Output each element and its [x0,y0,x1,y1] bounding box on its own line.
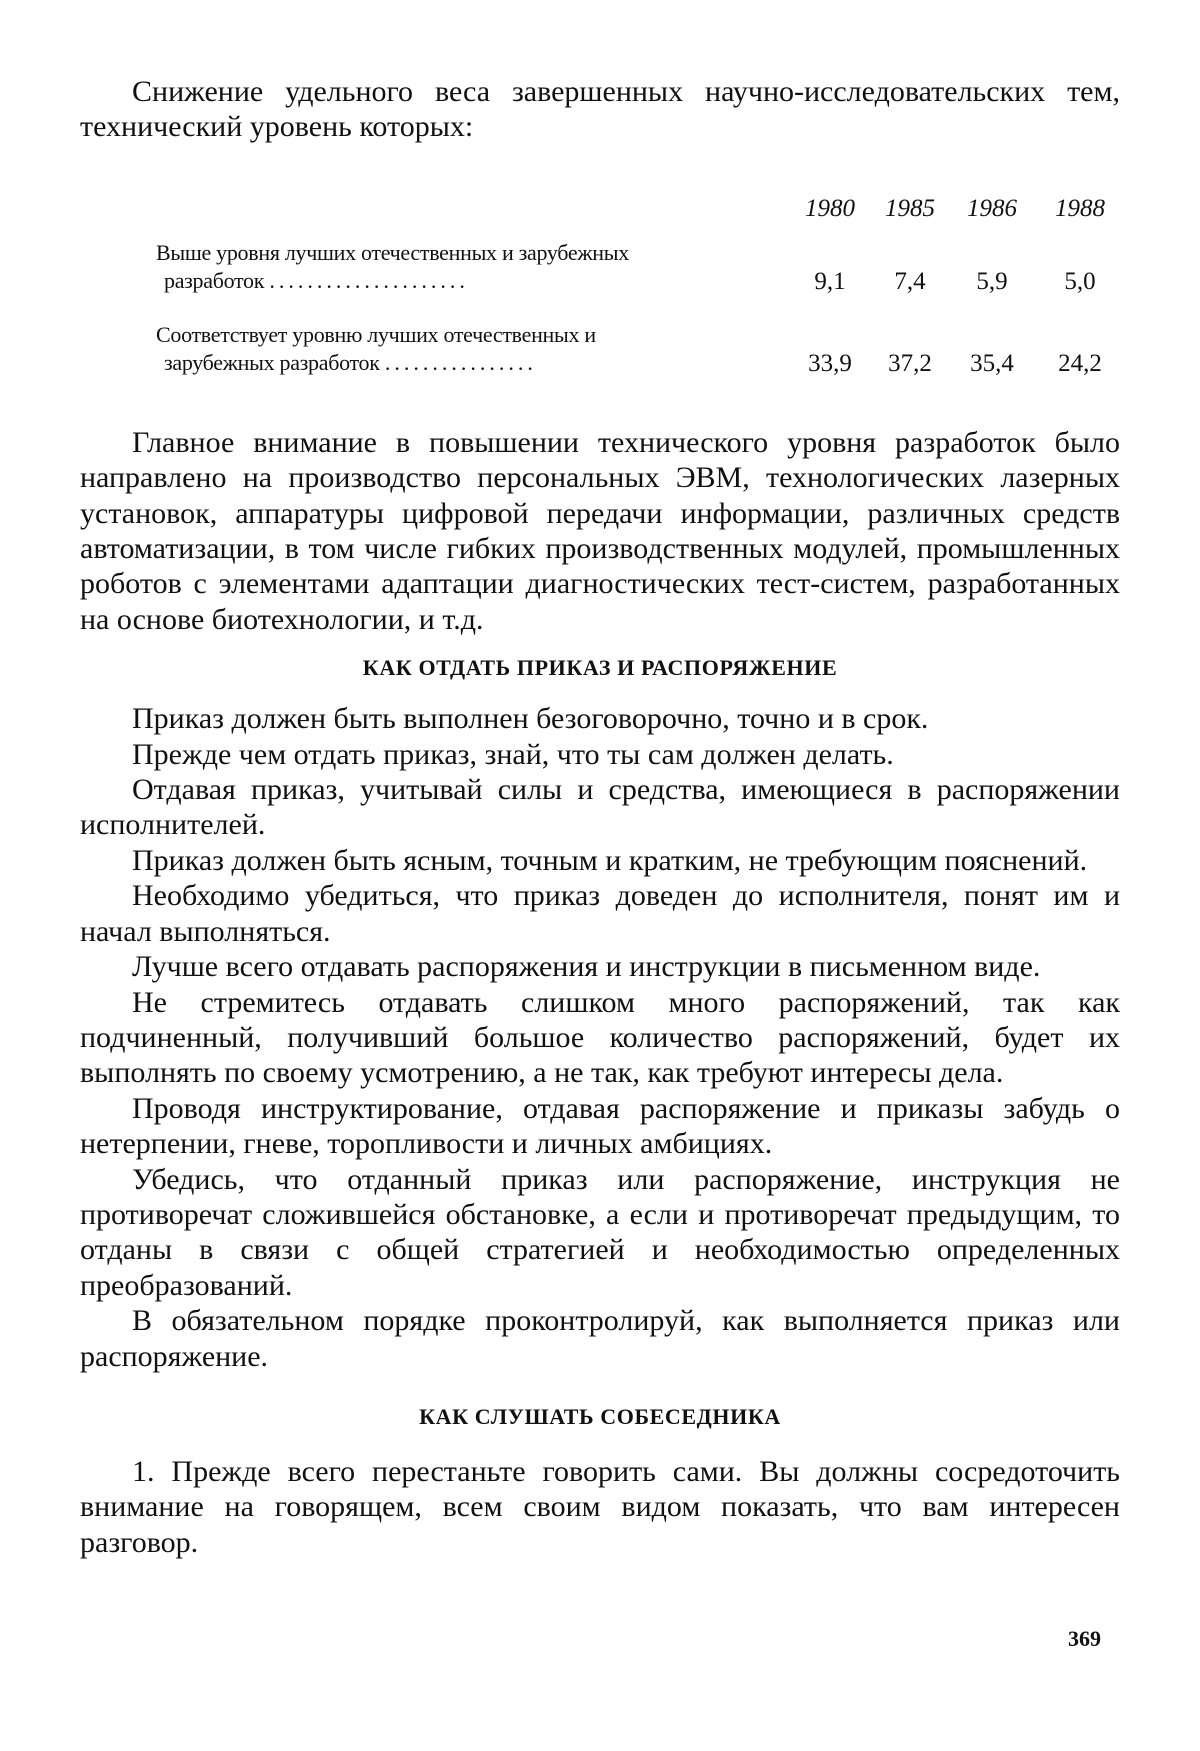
row-label-line2-text: разработок [164,267,265,293]
year-header-1986: 1986 [967,194,1017,222]
row-label-line1: Соответствует уровню лучших отечественных и [156,321,596,347]
table-cell: 24,2 [1058,349,1102,377]
document-page [80,74,1120,1560]
year-header-1988: 1988 [1055,194,1105,222]
leader-dots: ..................... [269,267,469,293]
statistics-table [80,195,1120,399]
table-cell: 35,4 [970,349,1014,377]
table-cell: 9,1 [814,267,846,295]
orders-paragraph: Приказ должен быть ясным, точным и кратким, не требующим пояснений. [132,843,1088,877]
section-heading-orders: КАК ОТДАТЬ ПРИКАЗ И РАСПОРЯЖЕНИЕ [362,655,838,681]
table-cell: 5,9 [976,267,1008,295]
table-cell: 33,9 [808,349,852,377]
table-row [80,317,1120,399]
table-header-row [80,195,1120,235]
year-header-1980: 1980 [805,194,855,222]
section-heading-listening: КАК СЛУШАТЬ СОБЕСЕДНИКА [419,1403,781,1429]
row-label-line1: Выше уровня лучших отечественных и зарубежных [156,239,629,265]
table-cell: 37,2 [888,349,932,377]
table-row [80,235,1120,317]
row-label-line2-text: зарубежных разработок [164,349,380,375]
row-label-line2 [156,349,756,377]
row-label [156,321,756,377]
leader-dots: ................ [384,349,537,375]
table-cell: 7,4 [894,267,926,295]
row-label [156,239,756,295]
orders-paragraph: Проводя инструктирование, отдавая распоряжение и приказы забудь о нетерпении, гневе, торопливости и личных амбициях. [80,1091,1120,1161]
orders-paragraph: Приказ должен быть выполнен безоговорочно, точно и в срок. [132,702,929,736]
row-label-line2 [156,267,756,295]
orders-paragraph: Лучше всего отдавать распоряжения и инструкции в письменном виде. [132,950,1041,984]
orders-paragraph: Прежде чем отдать приказ, знай, что ты сам должен делать. [132,737,894,771]
intro-paragraph: Снижение удельного веса завершенных научно-исследовательских тем, технический уровень которых: [80,75,1120,144]
table-cell: 5,0 [1064,267,1096,295]
orders-paragraph: Необходимо убедиться, что приказ доведен до исполнителя, понят им и начал выполняться. [80,879,1120,948]
orders-paragraph: Отдавая приказ, учитывай силы и средства, имеющиеся в распоряжении исполнителей. [80,773,1120,842]
orders-paragraph: Не стремитесь отдавать слишком много распоряжений, так как подчиненный, получивший большое количество распоряжений, будет их выполнять по своему усмотрению, а не так, как требуют интересы дела. [80,985,1120,1090]
orders-paragraph: В обязательном порядке проконтролируй, как выполняется приказ или распоряжение. [80,1304,1120,1373]
orders-paragraph: Убедись, что отданный приказ или распоряжение, инструкция не противоречат сложившейся обстановке, а если и противоречат предыдущим, то отданы в связи с общей стратегией и необходимостью определенных преобразований. [80,1162,1120,1302]
listening-paragraph: 1. Прежде всего перестаньте говорить сами. Вы должны сосредоточить внимание на говорящем, всем своим видом показать, что вам интересен разговор. [80,1454,1120,1559]
page-number: 369 [1068,1626,1101,1651]
year-header-1985: 1985 [885,194,935,222]
main-paragraph: Главное внимание в повышении технического уровня разработок было направлено на производство персональных ЭВМ, технологических лазерных установок, аппаратуры цифровой передачи информации, различных средств автоматизации, в том числе гибких производственных модулей, промышленных роботов с элементами адаптации диагностических тест-систем, разработанных на основе биотехнологии, и т.д. [80,425,1120,636]
